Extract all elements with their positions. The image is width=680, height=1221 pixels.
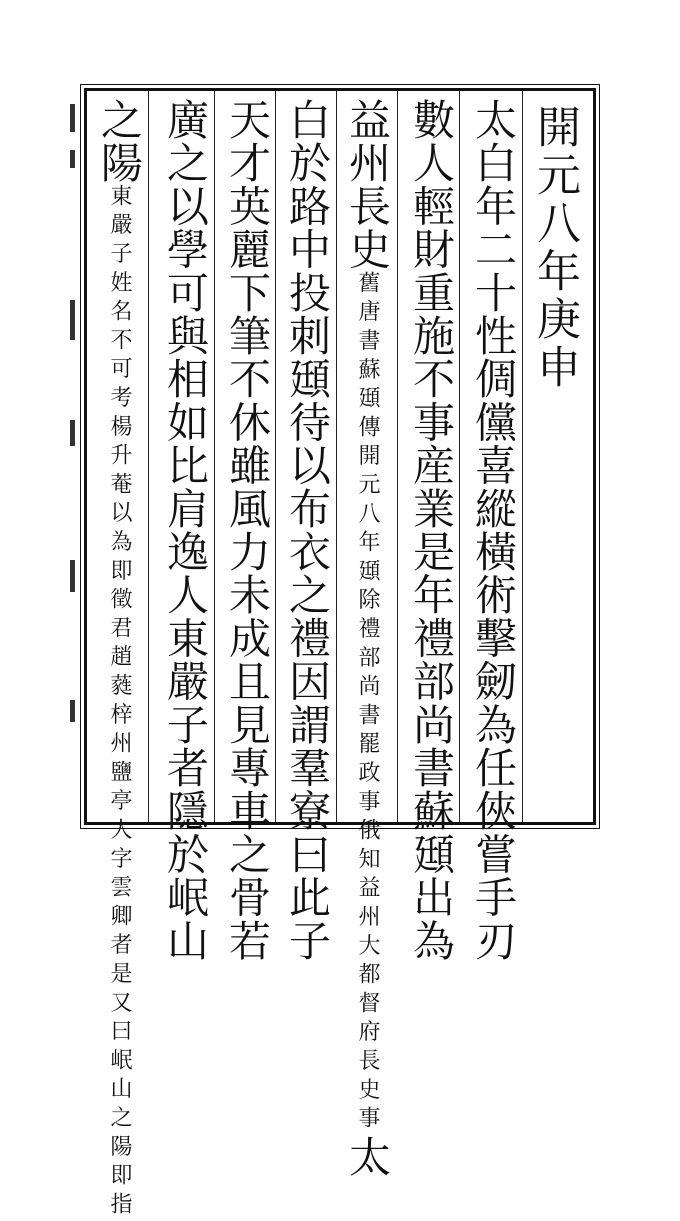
column-rule (275, 91, 276, 822)
column-rule (522, 91, 523, 822)
column-7-annotation (107, 184, 131, 1221)
text-column-4: 白於路中投刺頲待以布衣之禮因謂羣寮曰此子 (283, 98, 332, 962)
text-column-1: 太白年二十性倜儻喜縱橫術擊劒為任俠嘗手刃 (469, 98, 518, 962)
column-rule (336, 91, 337, 822)
annotation-line-2: 書罷政事俄知益州大都督府長史事 (355, 702, 380, 1135)
annotation-line-1: 舊唐書蘇頲傳開元八年頲除禮部尚 (355, 270, 380, 703)
column-3-annotation (355, 271, 379, 1135)
column-rule (148, 91, 149, 822)
column-7-main-text: 之陽 (95, 98, 144, 185)
binding-mark (70, 700, 75, 722)
column-rule (214, 91, 215, 822)
binding-mark (70, 300, 75, 340)
binding-mark (70, 104, 75, 132)
column-3-tail-text: 太 (343, 1134, 392, 1179)
column-rule (459, 91, 460, 822)
annotation-line-2: 梓州鹽亭人字雲卿者是又曰岷山之陽即指 (107, 702, 132, 1221)
binding-mark (70, 420, 75, 446)
text-column-6: 廣之以學可與相如比肩逸人東嚴子者隱於岷山 (161, 98, 210, 962)
text-column-7 (95, 98, 144, 1221)
binding-mark (70, 560, 75, 592)
text-column-2: 數人輕財重施不事産業是年禮部尚書蘇頲出為 (407, 98, 456, 962)
annotation-line-1: 東嚴子姓名不可考楊升菴以為即徵君趙蕤 (107, 184, 132, 703)
text-column-5: 天才英麗下筆不休雖風力未成且見專車之骨若 (223, 98, 272, 962)
column-3-main-text: 益州長史 (343, 98, 392, 271)
binding-mark (70, 150, 75, 168)
column-rule (397, 91, 398, 822)
page-heading: 開元八年庚申 (529, 104, 580, 392)
text-column-3 (343, 98, 392, 1179)
